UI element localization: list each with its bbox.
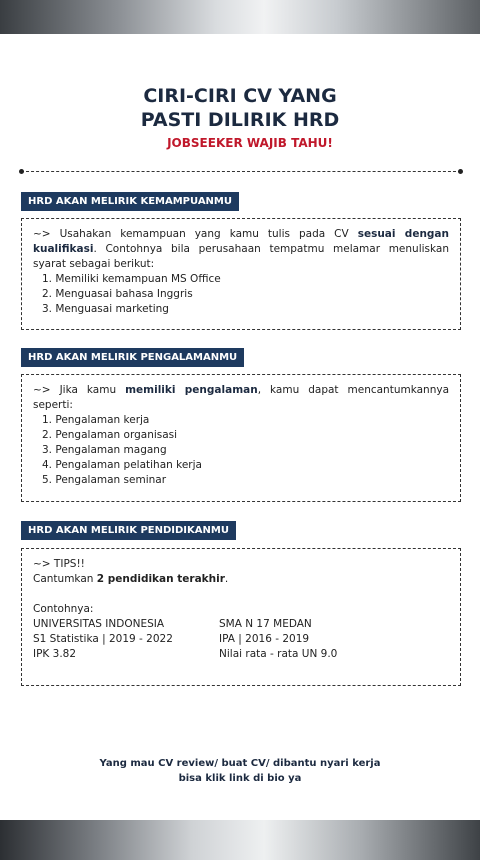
education-line: UNIVERSITAS INDONESIA bbox=[33, 618, 165, 630]
text-segment: . Contohnya bila perusahaan tempatmu melamar menuliskan syarat sebagai berikut: bbox=[33, 243, 449, 270]
list-item: 2. Pengalaman organisasi bbox=[42, 429, 178, 441]
text-highlight: 2 pendidikan terakhir bbox=[96, 573, 225, 585]
education-highschool bbox=[219, 617, 405, 662]
text-segment: Cantumkan bbox=[33, 573, 97, 585]
section-text-pendidikan bbox=[33, 572, 449, 587]
education-line: IPK 3.82 bbox=[33, 648, 77, 660]
example-label: Contohnya: bbox=[33, 603, 94, 615]
education-columns bbox=[33, 617, 449, 662]
page-title-line-2: PASTI DILIRIK HRD bbox=[140, 109, 340, 131]
list-item: 2. Menguasai bahasa Inggris bbox=[42, 288, 193, 300]
list-item: 1. Memiliki kemampuan MS Office bbox=[42, 273, 221, 285]
list-item: 1. Pengalaman kerja bbox=[42, 414, 150, 426]
text-highlight: sesuai dengan kualifikasi bbox=[33, 228, 449, 255]
education-line: SMA N 17 MEDAN bbox=[219, 618, 312, 630]
list-item: 4. Pengalaman pelatihan kerja bbox=[42, 459, 202, 471]
tips-label: ~> TIPS!! bbox=[33, 558, 85, 570]
text-segment: . bbox=[224, 573, 229, 585]
text-highlight: memiliki pengalaman bbox=[125, 384, 258, 396]
pengalaman-list bbox=[33, 413, 449, 488]
divider-dot-left bbox=[19, 169, 24, 174]
kemampuan-list bbox=[33, 272, 449, 317]
section-box-kemampuan bbox=[21, 218, 461, 330]
section-text-kemampuan bbox=[33, 227, 449, 272]
education-line: Nilai rata - rata UN 9.0 bbox=[219, 648, 338, 660]
footer-line-1: Yang mau CV review/ buat CV/ dibantu nyari kerja bbox=[99, 758, 381, 769]
divider-dot-right bbox=[458, 169, 463, 174]
background-photo-bottom bbox=[0, 820, 480, 860]
text-segment: ~> Jika kamu bbox=[33, 384, 126, 396]
list-item: 3. Pengalaman magang bbox=[42, 444, 167, 456]
education-line: IPA | 2016 - 2019 bbox=[219, 633, 310, 645]
section-box-pendidikan bbox=[21, 548, 461, 686]
list-item: 3. Menguasai marketing bbox=[42, 303, 169, 315]
text-segment: , kamu dapat mencantumkannya seperti: bbox=[33, 384, 450, 411]
section-label-kemampuan: HRD AKAN MELIRIK KEMAMPUANMU bbox=[21, 192, 239, 211]
education-university bbox=[33, 617, 219, 662]
list-item: 5. Pengalaman seminar bbox=[42, 474, 167, 486]
section-text-pengalaman bbox=[33, 383, 449, 413]
footer-line-2: bisa klik link di bio ya bbox=[178, 773, 302, 784]
page-subtitle: JOBSEEKER WAJIB TAHU! bbox=[167, 136, 333, 150]
page-title-line-1: CIRI-CIRI CV YANG bbox=[143, 85, 337, 107]
education-line: S1 Statistika | 2019 - 2022 bbox=[33, 633, 173, 645]
title-divider bbox=[21, 171, 461, 172]
background-photo-top bbox=[0, 0, 480, 34]
section-label-pengalaman: HRD AKAN MELIRIK PENGALAMANMU bbox=[21, 348, 244, 367]
section-box-pengalaman bbox=[21, 374, 461, 502]
text-segment: ~> Usahakan kemampuan yang kamu tulis pada CV bbox=[33, 228, 358, 240]
section-label-pendidikan: HRD AKAN MELIRIK PENDIDIKANMU bbox=[21, 521, 236, 540]
